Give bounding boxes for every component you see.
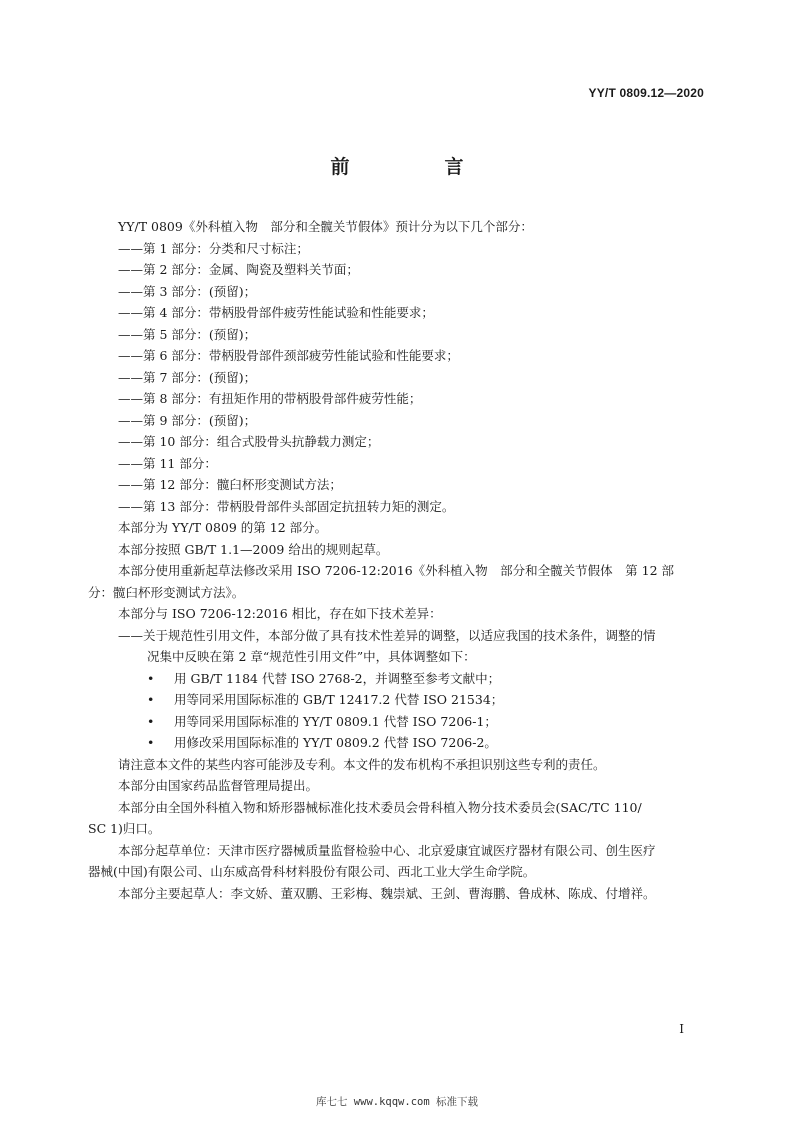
part-item: ——第 11 部分： (118, 455, 217, 471)
document-code: YY/T 0809.12—2020 (588, 86, 704, 100)
committee-statement-line2: SC 1)归口。 (88, 821, 161, 836)
part-item: ——第 1 部分：分类和尺寸标注； (118, 240, 309, 256)
bullet-item (0, 689, 794, 711)
patent-notice: 请注意本文件的某些内容可能涉及专利。本文件的发布机构不承担识别这些专利的责任。 (118, 756, 606, 772)
footer-watermark: 库七七 www.kqqw.com 标准下载 (315, 1096, 478, 1108)
page-number: I (679, 1022, 684, 1036)
bullet-icon: • (147, 692, 155, 707)
differences-statement: 本部分与 ISO 7206-12:2016 相比，存在如下技术差异： (118, 606, 442, 621)
drafters-statement: 本部分主要起草人：李文娇、董双鹏、王彩梅、魏崇斌、王剑、曹海鹏、鲁成林、陈成、付增祥。 (118, 885, 656, 901)
adoption-statement-line2: 分：髋臼杯形变测试方法》。 (88, 584, 245, 600)
proposer-statement: 本部分由国家药品监督管理局提出。 (118, 778, 319, 793)
bullet-text: 用等同采用国际标准的 GB/T 12417.2 代替 ISO 21534； (174, 692, 504, 707)
part-item: ——第 2 部分：金属、陶瓷及塑料关节面； (118, 262, 359, 277)
part-item: ——第 4 部分：带柄股骨部件疲劳性能试验和性能要求； (118, 305, 434, 320)
part-item: ——第 5 部分：(预留)； (118, 326, 257, 342)
drafting-units-line1: 本部分起草单位：天津市医疗器械质量监督检验中心、北京爱康宜诚医疗器材有限公司、创生医疗 (118, 842, 656, 858)
bullet-icon: • (147, 713, 155, 729)
part-item: ——第 6 部分：带柄股骨部件颈部疲劳性能试验和性能要求； (118, 348, 459, 363)
committee-statement-line1: 本部分由全国外科植入物和矫形器械标准化技术委员会骨科植入物分技术委员会(SAC/TC 110/ (118, 799, 642, 815)
part-item: ——第 9 部分：(预留)； (118, 412, 257, 428)
drafting-rules: 本部分按照 GB/T 1.1—2009 给出的规则起草。 (118, 541, 389, 557)
drafting-units-line2: 器械(中国)有限公司、山东威高骨科材料股份有限公司、西北工业大学生命学院。 (88, 864, 536, 879)
part-item: ——第 10 部分：组合式股骨头抗静载力测定； (118, 434, 380, 449)
page-title: 前 言 (330, 156, 502, 178)
adoption-statement-line1: 本部分使用重新起草法修改采用 ISO 7206-12:2016《外科植入物 部分和全髋关节假体 第 12 部 (118, 563, 675, 578)
bullet-item (0, 711, 794, 733)
part-item: ——第 7 部分：(预留)； (118, 369, 257, 385)
bullet-icon: • (147, 735, 155, 750)
bullet-item (0, 732, 794, 754)
part-statement: 本部分为 YY/T 0809 的第 12 部分。 (118, 520, 328, 535)
bullet-text: 用等同采用国际标准的 YY/T 0809.1 代替 ISO 7206-1； (174, 713, 497, 729)
part-item: ——第 12 部分：髋臼杯形变测试方法； (118, 477, 342, 492)
difference-item-line2: 况集中反映在第 2 章“规范性引用文件”中，具体调整如下： (147, 649, 476, 664)
bullet-icon: • (147, 670, 155, 686)
bullet-text: 用 GB/T 1184 代替 ISO 2768-2，并调整至参考文献中； (174, 670, 501, 686)
intro-paragraph: YY/T 0809《外科植入物 部分和全髋关节假体》预计分为以下几个部分： (118, 219, 533, 234)
foreword-body (0, 216, 794, 904)
part-item: ——第 13 部分：带柄股骨部件头部固定抗扭转力矩的测定。 (118, 498, 455, 514)
part-item: ——第 3 部分：(预留)； (118, 283, 257, 299)
bullet-item (0, 668, 794, 690)
difference-item-line1: ——关于规范性引用文件，本部分做了具有技术性差异的调整，以适应我国的技术条件，调整的情 (118, 627, 656, 643)
part-item: ——第 8 部分：有扭矩作用的带柄股骨部件疲劳性能； (118, 391, 422, 406)
bullet-text: 用修改采用国际标准的 YY/T 0809.2 代替 ISO 7206-2。 (174, 735, 497, 750)
